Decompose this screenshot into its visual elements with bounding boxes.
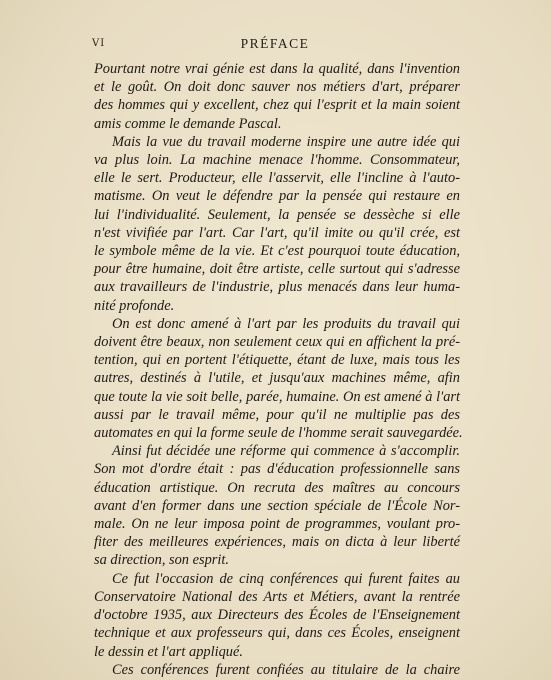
text-line: Ce fut l'occasion de cinq conférences qui furent faites au bbox=[112, 570, 460, 587]
text-line: Ces conférences furent confiées au titulaire de la chaire bbox=[112, 661, 460, 678]
text-line: nité profonde. bbox=[94, 297, 175, 314]
text-line: fiter des meilleures expériences, mais on dicta à leur liberté bbox=[94, 534, 460, 551]
text-line: doivent être beaux, non seulement ceux qui en affichent la pré- bbox=[94, 334, 460, 351]
text-line: autres, destinés à l'utile, et jusqu'aux machines même, afin bbox=[94, 370, 460, 387]
text-line: technique et aux professeurs qui, dans ces Écoles, enseignent bbox=[94, 625, 460, 642]
text-line: avant d'en former dans une section spéciale de l'École Nor- bbox=[94, 497, 460, 514]
body-text bbox=[94, 60, 463, 679]
text-line: éducation artistique. On recruta des maîtres au concours bbox=[94, 479, 460, 496]
text-line: elle le sert. Producteur, elle l'asservit, elle l'incline à l'auto- bbox=[94, 170, 460, 187]
page-header bbox=[92, 36, 458, 56]
paragraph bbox=[94, 60, 460, 133]
text-line: tention, qui en portent l'étiquette, étant de luxe, mais tous les bbox=[94, 352, 460, 369]
paragraph bbox=[94, 315, 463, 442]
text-line: sa direction, son esprit. bbox=[94, 552, 229, 569]
paragraph bbox=[94, 661, 460, 679]
paragraph bbox=[94, 442, 460, 569]
text-line: aux travailleurs de l'industrie, plus menacés dans leur huma- bbox=[94, 279, 460, 296]
text-line: Ainsi fut décidée une réforme qui commence à s'accomplir. bbox=[112, 443, 460, 460]
text-line: Son mot d'ordre était : pas d'éducation professionnelle sans bbox=[94, 461, 460, 478]
text-line: Pourtant notre vrai génie est dans la qualité, dans l'invention bbox=[94, 61, 460, 77]
text-line: d'octobre 1935, aux Directeurs des Écoles de l'Enseignement bbox=[94, 607, 460, 624]
text-line: lui l'individualité. Seulement, la pensée se dessèche si elle bbox=[94, 206, 460, 223]
text-line: amis comme le demande Pascal. bbox=[94, 115, 282, 132]
text-line: matisme. On veut le défendre par la pensée qui restaure en bbox=[94, 188, 460, 205]
text-line: pour être humaine, doit être artiste, celle surtout qui s'adresse bbox=[94, 261, 460, 278]
text-line: va plus loin. La machine menace l'homme. Consommateur, bbox=[94, 152, 460, 169]
text-line: et le goût. On doit donc sauver nos métiers d'art, préparer bbox=[94, 79, 460, 96]
text-line: des hommes qui y excellent, chez qui l'esprit et la main soient bbox=[94, 97, 460, 114]
running-title: PRÉFACE bbox=[240, 36, 310, 51]
text-line: le symbole même de la vie. Et c'est pourquoi toute éducation, bbox=[94, 243, 460, 260]
text-line: automates en qui la forme seule de l'homme serait sauvegardée. bbox=[94, 425, 463, 442]
text-line: que toute la vie soit belle, parée, humaine. On est amené à l'art bbox=[94, 388, 460, 405]
paragraph bbox=[94, 570, 460, 661]
text-line: Conservatoire National des Arts et Métiers, avant la rentrée bbox=[94, 588, 460, 605]
text-line: Mais la vue du travail moderne inspire une autre idée qui bbox=[112, 133, 460, 150]
text-line: male. On ne leur imposa point de programmes, voulant pro- bbox=[94, 516, 460, 533]
text-line: On est donc amené à l'art par les produits du travail qui bbox=[112, 315, 460, 332]
page-number: VI bbox=[92, 38, 106, 49]
paragraph bbox=[94, 133, 460, 315]
text-line: n'est vivifiée par l'art. Car l'art, qu'il imite ou qu'il crée, est bbox=[94, 224, 460, 241]
text-line: aussi par le travail même, pour qu'il ne multiplie pas des bbox=[94, 406, 460, 423]
text-line: le dessin et l'art appliqué. bbox=[94, 643, 243, 660]
